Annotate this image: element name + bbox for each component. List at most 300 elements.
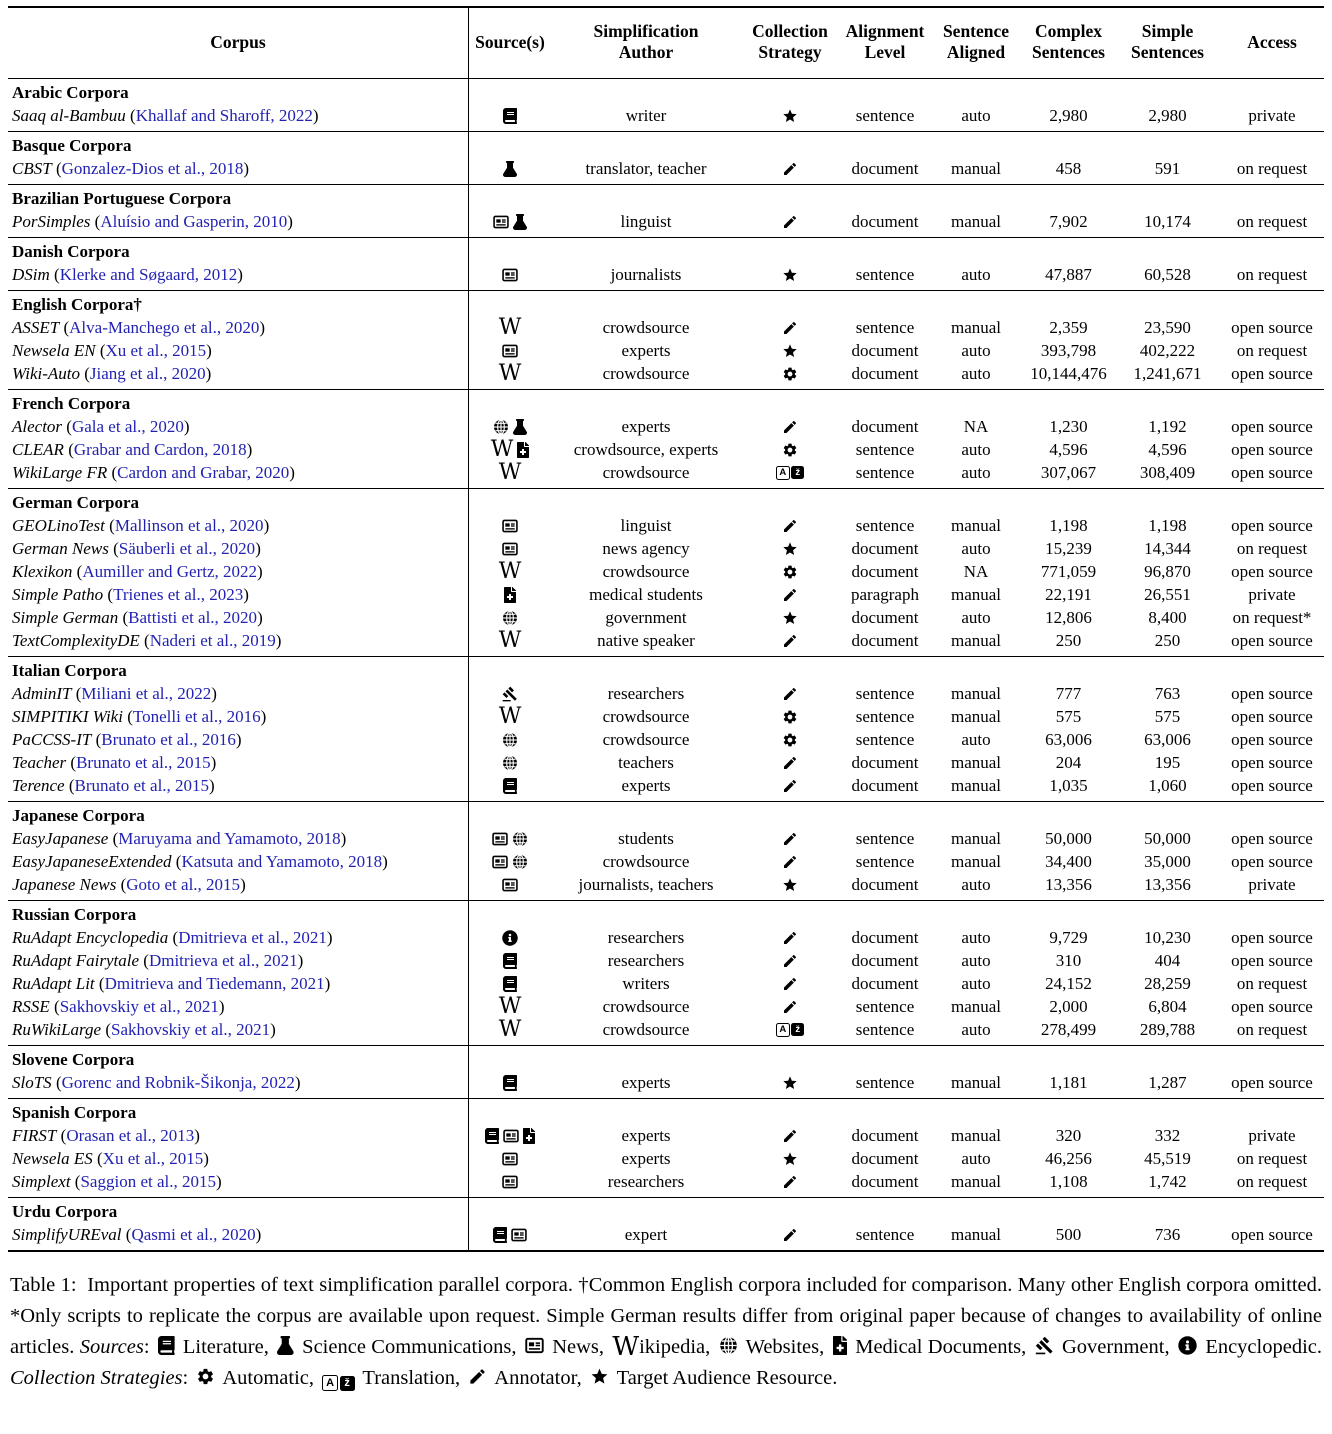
cell-author: crowdsource [602, 463, 690, 482]
info-icon [502, 930, 518, 946]
cell-sentence-aligned: manual [950, 997, 1002, 1016]
cell-complex-sentences: 771,059 [1040, 562, 1097, 581]
cell-sentence-aligned: auto [961, 364, 991, 383]
citation-link[interactable]: Gorenc and Robnik-Šikonja, 2022 [61, 1073, 295, 1092]
citation-link[interactable]: Cardon and Grabar, 2020 [117, 463, 290, 482]
empty-cell [1022, 1048, 1115, 1071]
pencil-icon [468, 1367, 487, 1386]
empty-cell [930, 804, 1022, 827]
cell-corpus: GEOLinoTest (Mallinson et al., 2020) [12, 516, 270, 535]
empty-cell [840, 804, 930, 827]
pencil-icon [782, 518, 798, 534]
cell-sentence-aligned: manual [950, 159, 1002, 178]
column-header-source-s: Source(s) [475, 31, 545, 52]
flask-icon [503, 161, 517, 177]
cell-corpus: PorSimples (Aluísio and Gasperin, 2010) [12, 212, 293, 231]
citation-link[interactable]: Alva-Manchego et al., 2020 [69, 318, 260, 337]
corpus-name: RuAdapt Encyclopedia [12, 928, 169, 947]
cell-corpus: RuAdapt Lit (Dmitrieva and Tiedemann, 2021) [12, 974, 331, 993]
table-row [8, 438, 1324, 461]
medical-doc-icon [504, 587, 516, 603]
cell-complex-sentences: 50,000 [1045, 829, 1092, 848]
citation-link[interactable]: Battisti et al., 2020 [128, 608, 258, 627]
cell-sentence-aligned: manual [950, 1073, 1002, 1092]
group-header-row [8, 804, 1324, 827]
cell-author: translator, teacher [585, 159, 707, 178]
cell-alignment-level: document [851, 159, 919, 178]
cell-access: open source [1231, 516, 1313, 535]
group-header: Japanese Corpora [12, 806, 145, 825]
star-icon [782, 108, 798, 124]
cell-alignment-level: document [851, 1149, 919, 1168]
citation-link[interactable]: Naderi et al., 2019 [149, 631, 276, 650]
citation-link[interactable]: Tonelli et al., 2016 [132, 707, 261, 726]
cell-alignment-level: sentence [855, 730, 915, 749]
pencil-icon [782, 854, 798, 870]
wikipedia-icon: W [498, 993, 522, 1019]
empty-cell [930, 293, 1022, 316]
cell-author: researchers [607, 928, 685, 947]
table-row [8, 728, 1324, 751]
cell-complex-sentences: 24,152 [1045, 974, 1092, 993]
cell-sources [468, 926, 552, 949]
group-header-row [8, 903, 1324, 926]
cell-author: crowdsource [602, 364, 690, 383]
cell-strategy [740, 263, 840, 286]
empty-cell [468, 392, 552, 415]
pencil-icon [782, 953, 798, 969]
cell-strategy [740, 537, 840, 560]
cell-corpus: Japanese News (Goto et al., 2015) [12, 875, 246, 894]
corpus-group-basque-corpora [8, 131, 1324, 184]
gear-icon [782, 564, 798, 580]
citation-link[interactable]: Goto et al., 2015 [126, 875, 241, 894]
table-row [8, 560, 1324, 583]
star-icon [782, 267, 798, 283]
table-row [8, 316, 1324, 339]
cell-access: open source [1231, 364, 1313, 383]
citation-link[interactable]: Aumiller and Gertz, 2022 [82, 562, 258, 581]
empty-cell [840, 392, 930, 415]
cell-sentence-aligned: auto [961, 1149, 991, 1168]
cell-alignment-level: document [851, 951, 919, 970]
empty-cell [1220, 804, 1324, 827]
cell-author: experts [621, 341, 671, 360]
cell-complex-sentences: 1,108 [1049, 1172, 1088, 1191]
column-header-access: Access [1247, 31, 1297, 52]
corpus-name: SloTS [12, 1073, 52, 1092]
cell-strategy [740, 1124, 840, 1147]
corpus-name: DSim [12, 265, 50, 284]
citation-link[interactable]: Brunato et al., 2016 [101, 730, 236, 749]
newspaper-icon [502, 343, 518, 359]
cell-complex-sentences: 9,729 [1049, 928, 1088, 947]
translation-icon [776, 466, 805, 480]
cell-author: teachers [618, 753, 674, 772]
cell-author: expert [624, 1225, 668, 1244]
cell-access: open source [1231, 951, 1313, 970]
cell-sentence-aligned: auto [961, 951, 991, 970]
empty-cell [1022, 903, 1115, 926]
cell-simple-sentences: 4,596 [1148, 440, 1187, 459]
citation-link[interactable]: Qasmi et al., 2020 [131, 1225, 256, 1244]
citation-link[interactable]: Sakhovskiy et al., 2021 [59, 997, 219, 1016]
star-icon [782, 541, 798, 557]
cell-access: open source [1231, 852, 1313, 871]
empty-cell [930, 81, 1022, 104]
cell-author: researchers [607, 951, 685, 970]
empty-cell [840, 293, 930, 316]
empty-cell [740, 804, 840, 827]
cell-access: private [1248, 875, 1296, 894]
pencil-icon [782, 633, 798, 649]
cell-alignment-level: sentence [855, 684, 915, 703]
cell-alignment-level: sentence [855, 997, 915, 1016]
cell-sentence-aligned: manual [950, 631, 1002, 650]
cell-author: writers [622, 974, 670, 993]
cell-author: crowdsource [602, 997, 690, 1016]
pencil-icon [782, 587, 798, 603]
cell-alignment-level: paragraph [851, 585, 919, 604]
citation-link[interactable]: Trienes et al., 2023 [113, 585, 244, 604]
cell-corpus: Simple German (Battisti et al., 2020) [12, 608, 263, 627]
newspaper-icon [492, 831, 508, 847]
globe-icon [502, 610, 518, 626]
newspaper-icon [502, 1174, 518, 1190]
cell-corpus: SloTS (Gorenc and Robnik-Šikonja, 2022) [12, 1073, 301, 1092]
cell-access: open source [1231, 318, 1313, 337]
group-header: Danish Corpora [12, 242, 130, 261]
cell-strategy [740, 827, 840, 850]
empty-cell [468, 1101, 552, 1124]
cell-corpus: German News (Säuberli et al., 2020) [12, 539, 261, 558]
cell-complex-sentences: 500 [1055, 1225, 1082, 1244]
cell-sources [468, 1147, 552, 1170]
citation-link[interactable]: Klerke and Søgaard, 2012 [59, 265, 238, 284]
empty-cell [1115, 1200, 1220, 1223]
column-header-corpus: Corpus [210, 31, 266, 52]
cell-complex-sentences: 63,006 [1045, 730, 1092, 749]
empty-cell [740, 293, 840, 316]
empty-cell [1220, 903, 1324, 926]
citation-link[interactable]: Miliani et al., 2022 [81, 684, 212, 703]
cell-corpus: Terence (Brunato et al., 2015) [12, 776, 215, 795]
medical-doc-icon [833, 1336, 847, 1355]
empty-cell [930, 1200, 1022, 1223]
cell-sources [468, 104, 552, 127]
citation-link[interactable]: Xu et al., 2015 [102, 1149, 204, 1168]
cell-complex-sentences: 1,181 [1049, 1073, 1088, 1092]
gear-icon [782, 366, 798, 382]
citation-link[interactable]: Maruyama and Yamamoto, 2018 [118, 829, 341, 848]
corpus-name: CLEAR [12, 440, 64, 459]
cell-sources [468, 514, 552, 537]
cell-access: open source [1231, 417, 1313, 436]
cell-corpus: Saaq al-Bambuu (Khallaf and Sharoff, 2022) [12, 106, 319, 125]
empty-cell [930, 491, 1022, 514]
cell-sentence-aligned: auto [961, 539, 991, 558]
corpus-name: PaCCSS-IT [12, 730, 92, 749]
corpus-group-brazilian-portuguese-corpora [8, 184, 1324, 237]
corpus-name: Alector [12, 417, 63, 436]
translation-icon [322, 1375, 355, 1391]
citation-link[interactable]: Dmitrieva et al., 2021 [178, 928, 327, 947]
table-row [8, 461, 1324, 484]
cell-alignment-level: document [851, 364, 919, 383]
cell-corpus: Newsela EN (Xu et al., 2015) [12, 341, 212, 360]
citation-link[interactable]: Mallinson et al., 2020 [114, 516, 264, 535]
citation-link[interactable]: Dmitrieva and Tiedemann, 2021 [104, 974, 325, 993]
cell-corpus: ASSET (Alva-Manchego et al., 2020) [12, 318, 266, 337]
empty-cell [840, 81, 930, 104]
wikipedia-icon: W [490, 436, 514, 462]
group-header: Russian Corpora [12, 905, 137, 924]
cell-author: journalists, teachers [578, 875, 714, 894]
gear-icon [196, 1367, 215, 1386]
empty-cell [1115, 1101, 1220, 1124]
cell-sources [468, 972, 552, 995]
citation-link[interactable]: Xu et al., 2015 [105, 341, 207, 360]
cell-strategy [740, 774, 840, 797]
cell-sentence-aligned: auto [961, 265, 991, 284]
citation-link[interactable]: Grabar and Cardon, 2018 [73, 440, 247, 459]
cell-strategy [740, 949, 840, 972]
group-header: German Corpora [12, 493, 140, 512]
citation-link[interactable]: Khallaf and Sharoff, 2022 [135, 106, 313, 125]
cell-complex-sentences: 310 [1055, 951, 1082, 970]
book-icon [503, 1075, 517, 1091]
letter-a-box: A [322, 1375, 338, 1391]
citation-link[interactable]: Katsuta and Yamamoto, 2018 [181, 852, 383, 871]
cell-corpus: FIRST (Orasan et al., 2013) [12, 1126, 200, 1145]
citation-link[interactable]: Jiang et al., 2020 [89, 364, 206, 383]
book-icon [493, 1227, 507, 1243]
cell-author: crowdsource, experts [573, 440, 719, 459]
cell-simple-sentences: 10,174 [1144, 212, 1191, 231]
empty-cell [1220, 1101, 1324, 1124]
cell-alignment-level: sentence [855, 852, 915, 871]
citation-link[interactable]: Saggion et al., 2015 [80, 1172, 216, 1191]
cell-corpus: RuAdapt Encyclopedia (Dmitrieva et al., 2021) [12, 928, 333, 947]
citation-link[interactable]: Brunato et al., 2015 [76, 753, 211, 772]
table-row [8, 995, 1324, 1018]
empty-cell [840, 187, 930, 210]
corpus-name: Newsela EN [12, 341, 96, 360]
cell-alignment-level: document [851, 974, 919, 993]
medical-doc-icon [517, 442, 529, 458]
empty-cell [1220, 659, 1324, 682]
cell-access: on request [1236, 265, 1308, 284]
cell-sources [468, 537, 552, 560]
cell-alignment-level: sentence [855, 1073, 915, 1092]
newspaper-icon [493, 214, 509, 230]
cell-access: open source [1231, 753, 1313, 772]
cell-alignment-level: document [851, 928, 919, 947]
globe-icon [512, 854, 528, 870]
cell-sources [468, 751, 552, 774]
empty-cell [552, 240, 740, 263]
table-row [8, 827, 1324, 850]
cell-corpus: AdminIT (Miliani et al., 2022) [12, 684, 217, 703]
pencil-icon [782, 755, 798, 771]
cell-strategy [740, 629, 840, 652]
group-header-row [8, 81, 1324, 104]
group-header-row [8, 240, 1324, 263]
citation-link[interactable]: Sakhovskiy et al., 2021 [111, 1020, 271, 1039]
cell-sources [468, 1124, 552, 1147]
cell-sources [468, 606, 552, 629]
cell-corpus: RuWikiLarge (Sakhovskiy et al., 2021) [12, 1020, 276, 1039]
corpus-name: Wiki-Auto [12, 364, 80, 383]
group-header-row [8, 491, 1324, 514]
corpus-name: Japanese News [12, 875, 117, 894]
cell-access: open source [1231, 562, 1313, 581]
citation-link[interactable]: Orasan et al., 2013 [66, 1126, 195, 1145]
letter-z-box: ž [791, 466, 804, 479]
cell-corpus: RSSE (Sakhovskiy et al., 2021) [12, 997, 225, 1016]
cell-sentence-aligned: auto [961, 928, 991, 947]
empty-cell [1022, 134, 1115, 157]
empty-cell [468, 134, 552, 157]
cell-strategy [740, 514, 840, 537]
pencil-icon [782, 320, 798, 336]
cell-simple-sentences: 96,870 [1144, 562, 1191, 581]
cell-alignment-level: document [851, 608, 919, 627]
cell-complex-sentences: 13,356 [1045, 875, 1092, 894]
corpus-group-french-corpora [8, 389, 1324, 488]
newspaper-icon [502, 1151, 518, 1167]
group-header: Italian Corpora [12, 661, 127, 680]
empty-cell [1115, 804, 1220, 827]
cell-author: students [618, 829, 674, 848]
cell-corpus: Simplext (Saggion et al., 2015) [12, 1172, 222, 1191]
table-row [8, 339, 1324, 362]
cell-alignment-level: document [851, 212, 919, 231]
empty-cell [840, 903, 930, 926]
table-row [8, 1223, 1324, 1246]
corpus-name: RuWikiLarge [12, 1020, 102, 1039]
pencil-icon [782, 1174, 798, 1190]
book-icon [503, 953, 517, 969]
corpus-name: TextComplexityDE [12, 631, 140, 650]
cell-simple-sentences: 402,222 [1139, 341, 1196, 360]
corpus-group-spanish-corpora [8, 1098, 1324, 1197]
gear-icon [782, 732, 798, 748]
cell-sentence-aligned: NA [963, 417, 989, 436]
cell-alignment-level: document [851, 875, 919, 894]
newspaper-icon [492, 854, 508, 870]
corpus-name: GEOLinoTest [12, 516, 105, 535]
cell-corpus: PaCCSS-IT (Brunato et al., 2016) [12, 730, 242, 749]
cell-author: government [605, 608, 687, 627]
cell-corpus: Klexikon (Aumiller and Gertz, 2022) [12, 562, 263, 581]
empty-cell [552, 491, 740, 514]
cell-complex-sentences: 1,198 [1049, 516, 1088, 535]
cell-simple-sentences: 63,006 [1144, 730, 1191, 749]
citation-link[interactable]: Dmitrieva et al., 2021 [148, 951, 298, 970]
empty-cell [1220, 240, 1324, 263]
empty-cell [740, 659, 840, 682]
table-row [8, 926, 1324, 949]
cell-complex-sentences: 34,400 [1045, 852, 1092, 871]
flask-icon [513, 419, 527, 435]
empty-cell [1022, 81, 1115, 104]
gear-icon [782, 709, 798, 725]
pencil-icon [782, 161, 798, 177]
pencil-icon [782, 976, 798, 992]
cell-complex-sentences: 320 [1055, 1126, 1082, 1145]
citation-link[interactable]: Gonzalez-Dios et al., 2018 [61, 159, 244, 178]
group-header: Brazilian Portuguese Corpora [12, 189, 232, 208]
corpus-name: PorSimples [12, 212, 91, 231]
cell-complex-sentences: 307,067 [1040, 463, 1097, 482]
corpus-name: FIRST [12, 1126, 57, 1145]
group-header: Basque Corpora [12, 136, 132, 155]
pencil-icon [782, 1227, 798, 1243]
newspaper-icon [502, 518, 518, 534]
cell-access: on request [1236, 1172, 1308, 1191]
cell-access: open source [1231, 730, 1313, 749]
cell-access: on request [1236, 212, 1308, 231]
citation-link[interactable]: Brunato et al., 2015 [74, 776, 210, 795]
cell-corpus: Teacher (Brunato et al., 2015) [12, 753, 217, 772]
cell-strategy [740, 1170, 840, 1193]
empty-cell [1022, 1101, 1115, 1124]
empty-cell [552, 1101, 740, 1124]
pencil-icon [782, 686, 798, 702]
empty-cell [740, 392, 840, 415]
newspaper-icon [525, 1336, 544, 1355]
cell-author: crowdsource [602, 1020, 690, 1039]
cell-sources [468, 210, 552, 233]
cell-strategy [740, 415, 840, 438]
cell-access: open source [1231, 1073, 1313, 1092]
cell-access: on request [1236, 1149, 1308, 1168]
empty-cell [552, 903, 740, 926]
cell-sources [468, 995, 552, 1018]
cell-strategy [740, 682, 840, 705]
cell-corpus: TextComplexityDE (Naderi et al., 2019) [12, 631, 282, 650]
cell-corpus: Alector (Gala et al., 2020) [12, 417, 190, 436]
table-row [8, 157, 1324, 180]
cell-sources [468, 728, 552, 751]
empty-cell [1115, 293, 1220, 316]
corpus-group-arabic-corpora [8, 78, 1324, 131]
empty-cell [930, 1101, 1022, 1124]
citation-link[interactable]: Gala et al., 2020 [71, 417, 184, 436]
empty-cell [1115, 187, 1220, 210]
cell-author: journalists [610, 265, 682, 284]
cell-sources [468, 560, 552, 583]
citation-link[interactable]: Aluísio and Gasperin, 2010 [100, 212, 288, 231]
empty-cell [740, 491, 840, 514]
cell-sentence-aligned: auto [961, 875, 991, 894]
cell-simple-sentences: 8,400 [1148, 608, 1187, 627]
corpus-name: EasyJapaneseExtended [12, 852, 172, 871]
cell-simple-sentences: 45,519 [1144, 1149, 1191, 1168]
corpora-table [8, 6, 1324, 1252]
cell-author: writer [625, 106, 667, 125]
cell-complex-sentences: 4,596 [1049, 440, 1088, 459]
corpus-name: Simple German [12, 608, 119, 627]
empty-cell [1220, 392, 1324, 415]
empty-cell [468, 491, 552, 514]
cell-author: experts [621, 1149, 671, 1168]
flask-icon [513, 214, 527, 230]
group-header: English Corpora† [12, 295, 142, 314]
cell-sources [468, 583, 552, 606]
citation-link[interactable]: Säuberli et al., 2020 [118, 539, 256, 558]
